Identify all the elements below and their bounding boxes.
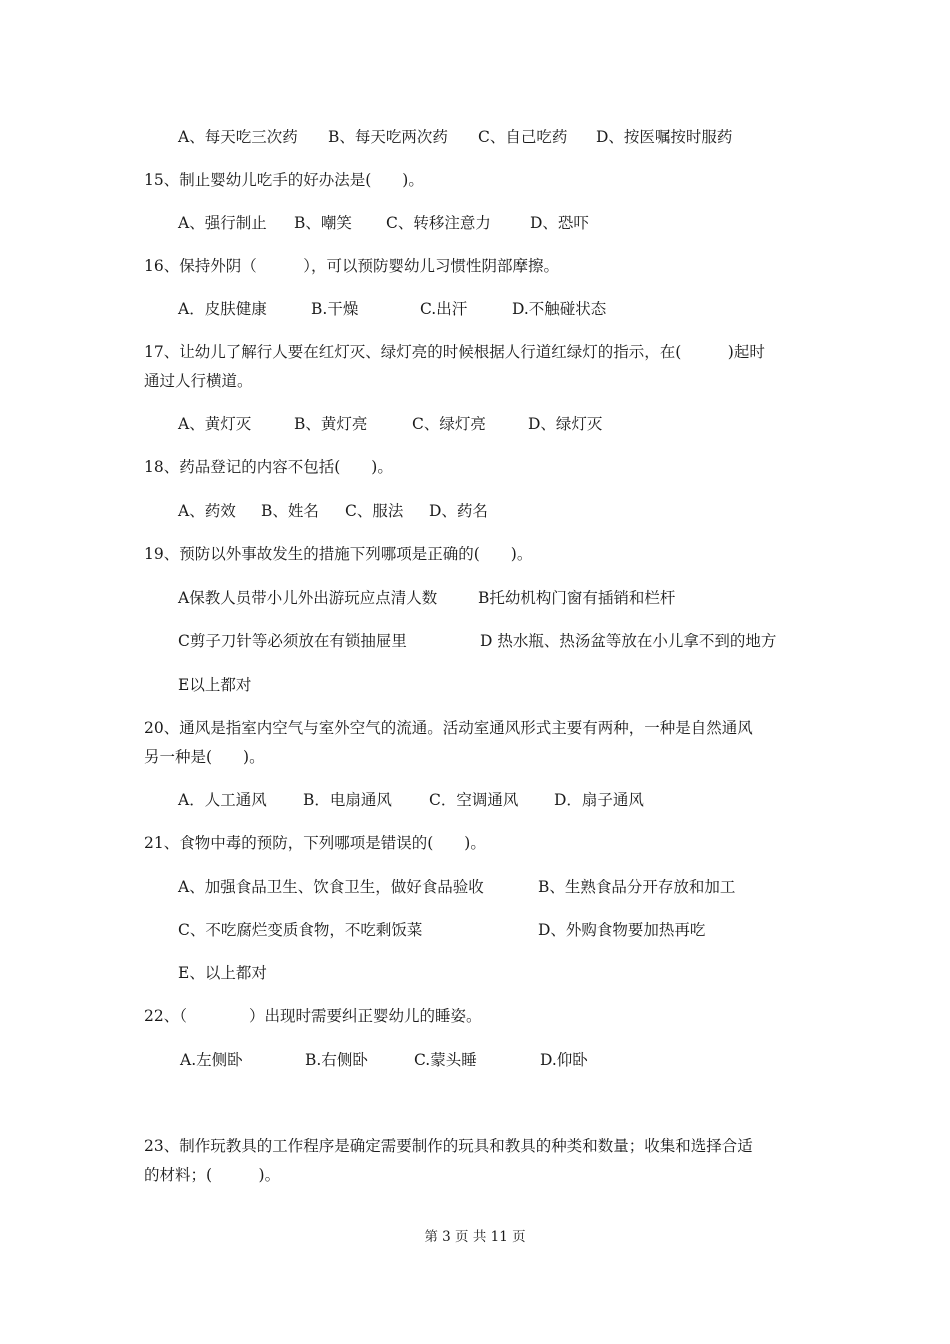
q21-option-a: A、加强食品卫生、饮食卫生，做好食品验收 — [178, 878, 484, 896]
q20-option-b: B．电扇通风 — [303, 791, 392, 809]
q19-option-c: C剪子刀针等必须放在有锁抽屉里 — [178, 632, 407, 650]
q21-stem: 21、食物中毒的预防，下列哪项是错误的( )。 — [144, 834, 486, 852]
q18-stem: 18、药品登记的内容不包括( )。 — [144, 458, 393, 476]
q19-stem: 19、预防以外事故发生的措施下列哪项是正确的( )。 — [144, 545, 533, 563]
q22-option-a: A.左侧卧 — [180, 1051, 243, 1069]
q17-stem-line2: 通过人行横道。 — [144, 372, 253, 390]
q18-option-b: B、姓名 — [261, 502, 319, 520]
q19-option-b: B托幼机构门窗有插销和栏杆 — [478, 589, 676, 607]
q19-option-e: E以上都对 — [178, 676, 252, 694]
q16-stem: 16、保持外阴（ ），可以预防婴幼儿习惯性阴部摩擦。 — [144, 257, 559, 275]
q14-option-d: D、按医嘱按时服药 — [596, 128, 733, 146]
q16-option-b: B.干燥 — [311, 300, 359, 318]
q20-option-d: D．扇子通风 — [554, 791, 644, 809]
q16-option-a: A．皮肤健康 — [178, 300, 267, 318]
q15-option-b: B、嘲笑 — [294, 214, 352, 232]
q17-option-d: D、绿灯灭 — [528, 415, 603, 433]
q15-option-a: A、强行制止 — [178, 214, 267, 232]
q14-option-c: C、自己吃药 — [478, 128, 568, 146]
q21-option-e: E、以上都对 — [178, 964, 267, 982]
q17-option-a: A、黄灯灭 — [178, 415, 252, 433]
q22-stem: 22、（ ）出现时需要纠正婴幼儿的睡姿。 — [144, 1007, 482, 1025]
q14-option-a: A、每天吃三次药 — [178, 128, 298, 146]
q19-option-a: A保教人员带小儿外出游玩应点清人数 — [178, 589, 438, 607]
q18-option-c: C、服法 — [345, 502, 404, 520]
q20-stem-line2: 另一种是( )。 — [144, 748, 265, 766]
q16-option-d: D.不触碰状态 — [512, 300, 607, 318]
q23-stem-line2: 的材料；( )。 — [144, 1166, 281, 1184]
q22-option-d: D.仰卧 — [540, 1051, 588, 1069]
q22-option-c: C.蒙头睡 — [414, 1051, 477, 1069]
page-footer: 第 3 页 共 11 页 — [424, 1229, 526, 1245]
q23-stem-line1: 23、制作玩教具的工作程序是确定需要制作的玩具和教具的种类和数量；收集和选择合适 — [144, 1137, 753, 1155]
q17-option-c: C、绿灯亮 — [412, 415, 486, 433]
q18-option-a: A、药效 — [178, 502, 236, 520]
q22-option-b: B.右侧卧 — [305, 1051, 368, 1069]
q21-option-b: B、生熟食品分开存放和加工 — [538, 878, 736, 896]
q16-option-c: C.出汗 — [420, 300, 468, 318]
q20-option-c: C．空调通风 — [429, 791, 519, 809]
q20-stem-line1: 20、通风是指室内空气与室外空气的流通。活动室通风形式主要有两种，一种是自然通风 — [144, 719, 753, 737]
q17-stem-line1: 17、让幼儿了解行人要在红灯灭、绿灯亮的时候根据人行道红绿灯的指示，在( )起时 — [144, 343, 765, 361]
q17-option-b: B、黄灯亮 — [294, 415, 368, 433]
q21-option-d: D、外购食物要加热再吃 — [538, 921, 706, 939]
q19-option-d: D 热水瓶、热汤盆等放在小儿拿不到的地方 — [480, 632, 777, 650]
q21-option-c: C、不吃腐烂变质食物，不吃剩饭菜 — [178, 921, 423, 939]
q15-stem: 15、制止婴幼儿吃手的好办法是( )。 — [144, 171, 424, 189]
q14-option-b: B、每天吃两次药 — [328, 128, 448, 146]
q20-option-a: A．人工通风 — [178, 791, 267, 809]
q15-option-c: C、转移注意力 — [386, 214, 491, 232]
q18-option-d: D、药名 — [429, 502, 488, 520]
q15-option-d: D、恐吓 — [530, 214, 589, 232]
